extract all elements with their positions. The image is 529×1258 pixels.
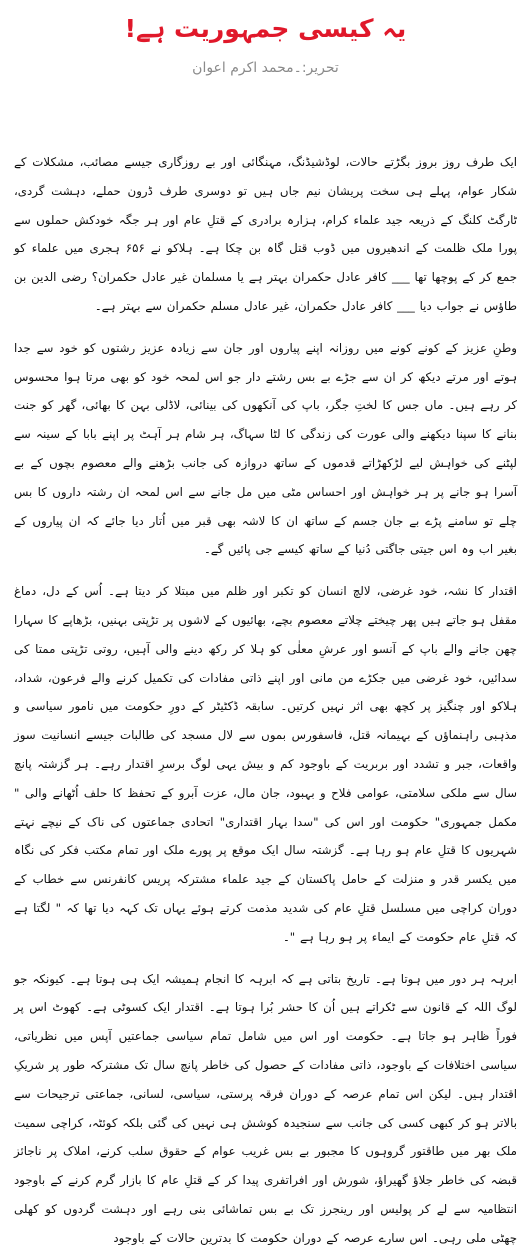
article-body: [14, 148, 517, 1252]
article-title: یہ کیسی جمہوریت ہے!: [124, 14, 407, 43]
article-paragraph-2: وطنِ عزیز کے کونے کونے میں روزانہ اپنے پیاروں اور جان سے زیادہ عزیز رشتوں کو خود سے جدا ہوتے اور مرتے دیکھ کر ان سے جڑے بے بس رشتے دار جو اس لمحہ خود کو بھی مرتا ہوا محسوس کر رہے ہیں۔ ماں جس کا لختِ جگر، باپ کی آنکھوں کی بینائی، لاڈلی بہن کا بھائی، گھر کو جنت بنانے کا سپنا دیکھنے والی عورت کی زندگی کا لٹا سہاگ، ہر شام ہر آہٹ پر اپنے بابا کے سینہ سے لپٹنے کی خواہش لیے لڑکھڑاتے قدموں کے ساتھ دروازہ کی جانب بڑھنے والے معصوم بچوں کے بے آسرا ہو جانے پر ہر خواہش اور احساس مٹی میں مل جانے سے اس لمحہ ان رشتہ داروں کا بس چلے تو سامنے پڑے بے جان جسم کے ساتھ ان کا لاشہ بھی قبر میں اُتار دیا جائے کہ ان پیاروں کے بغیر اب وہ اس جیتی جاگتی دُنیا کے ساتھ کیسے جی پائیں گے۔: [14, 340, 517, 557]
article-paragraph-4: ابرہہ ہر دور میں ہوتا ہے۔ تاریخ بتاتی ہے کہ ابرہہ کا انجام ہمیشہ ایک ہی ہوتا ہے۔ کیونکہ جو لوگ اللہ کے قانون سے ٹکراتے ہیں اُن کا حشر بُرا ہوتا ہے۔ اقتدار ایک کسوٹی ہے۔ کھوٹ اس پر فوراً ظاہر ہو جاتا ہے۔ حکومت اور اس میں شامل تمام سیاسی جماعتیں آپس میں نظریاتی، سیاسی اختلافات کے باوجود، ذاتی مفادات کے حصول کی خاطر پانچ سال تک مشترکہ طور پر شریکِ اقتدار ہیں۔ لیکن اس تمام عرصہ کے دوران فرقہ پرستی، سیاسی، لسانی، جماعتی ترجیحات سے بالاتر ہو کر کبھی کسی کی جانب سے سنجیدہ کوشش ہی نہیں کی گئی بلکہ کوئٹہ، کراچی سمیت ملک بھر میں طاقتور گروہوں کا مجبور بے بس غریب عوام کے حقوق سلب کرنے، املاک پر ناجائز قبضہ کی خاطر جلاؤ گھیراؤ، شورش اور افراتفری پیدا کر کے قتلِ عام کا بازار گرم کرنے کے باوجود انتظامیہ سے لے کر پولیس اور رینجرز تک بے بس تماشائی بنی رہے اور دہشت گردوں کو کھلی چھٹی ملی رہی۔ اس سارے عرصہ کے دوران حکومت کا بدترین حالات کے باوجود: [14, 971, 517, 1245]
article-byline: تحریر:۔محمد اکرم اعوان: [192, 60, 339, 76]
article-paragraph-1: ایک طرف روز بروز بگڑتے حالات، لوڈشیڈنگ، مہنگائی اور بے روزگاری جیسے مصائب، مشکلات کے شکار عوام، پہلے ہی سخت پریشان نیم جاں ہیں تو دوسری طرف ڈرون حملے، دہشت گردی، ٹارگٹ کلنگ کے ذریعہ جید علماء کرام، ہزارہ برادری کے قتلِ عام اور ہر جگہ خودکش حملوں سے پورا ملک ظلمت کے اندھیروں میں ڈوب قتل گاہ بن چکا ہے۔ ہلاکو نے ۶۵۶ ہجری میں علماء کو جمع کر کے پوچھا تھا ___ کافر عادل حکمران بہتر ہے یا مسلمان غیر عادل حکمران؟ رضی الدین بن طاؤس نے جواب دیا ___ کافر عادل حکمران، غیر عادل مسلم حکمران سے بہتر ہے۔: [14, 155, 517, 313]
article-paragraph-3: اقتدار کا نشہ، خود غرضی، لالچ انسان کو تکبر اور ظلم میں مبتلا کر دیتا ہے۔ اُس کے دل، دماغ مقفل ہو جاتے ہیں پھر چیختے چلاتے معصوم بچے، بھائیوں کے لاشوں پر تڑپتی بہنیں، بڑھاپے کا سہارا چھن جانے والے باپ کے آنسو اور عرشِ معلٰی کو ہلا کر رکھ دینے والی آہیں، روتی تڑپتی ممتا کی سدائیں، خود غرضی میں جکڑے من مانی اور اپنے ذاتی مفادات کی تکمیل کرنے والے فرعون، شداد، ہلاکو اور چنگیز پر کچھ بھی اثر نہیں کرتیں۔ سابقہ ڈکٹیٹر کے دورِ حکومت میں نامور سیاسی و مذہبی راہنماؤں کے بہیمانہ قتل، فاسفورس بموں سے لال مسجد کی طالبات جیسے انسانیت سوز واقعات، جبر و تشدد اور بربریت کے باوجود کم و بیش یہی لوگ برسرِ اقتدار رہے۔ ہر گزشتہ پانچ سال سے ملکی سلامتی، عوامی فلاح و بہبود، جان مال، عزت آبرو کے تحفظ کا حلف اُٹھانے والی " مکمل جمہوری" حکومت اور اس کی "سدا بہار اقتداری" اتحادی جماعتوں کی ناک کے نیچے نہتے شہریوں کا قتلِ عام ہو رہا ہے۔ گزشتہ سال ایک موقع پر پورے ملک اور تمام مکتب فکر کی نگاہ میں یکسر قدر و منزلت کے حامل پاکستان کے جید علماء مشترکہ پریس کانفرنس سے خطاب کے دوران کراچی میں مسلسل قتلِ عام کی شدید مذمت کرتے ہوئے یہاں تک کہہ دیا تھا کہ " لگتا ہے کہ قتلِ عام حکومت کے ایماء پر ہو رہا ہے "۔: [14, 584, 517, 944]
